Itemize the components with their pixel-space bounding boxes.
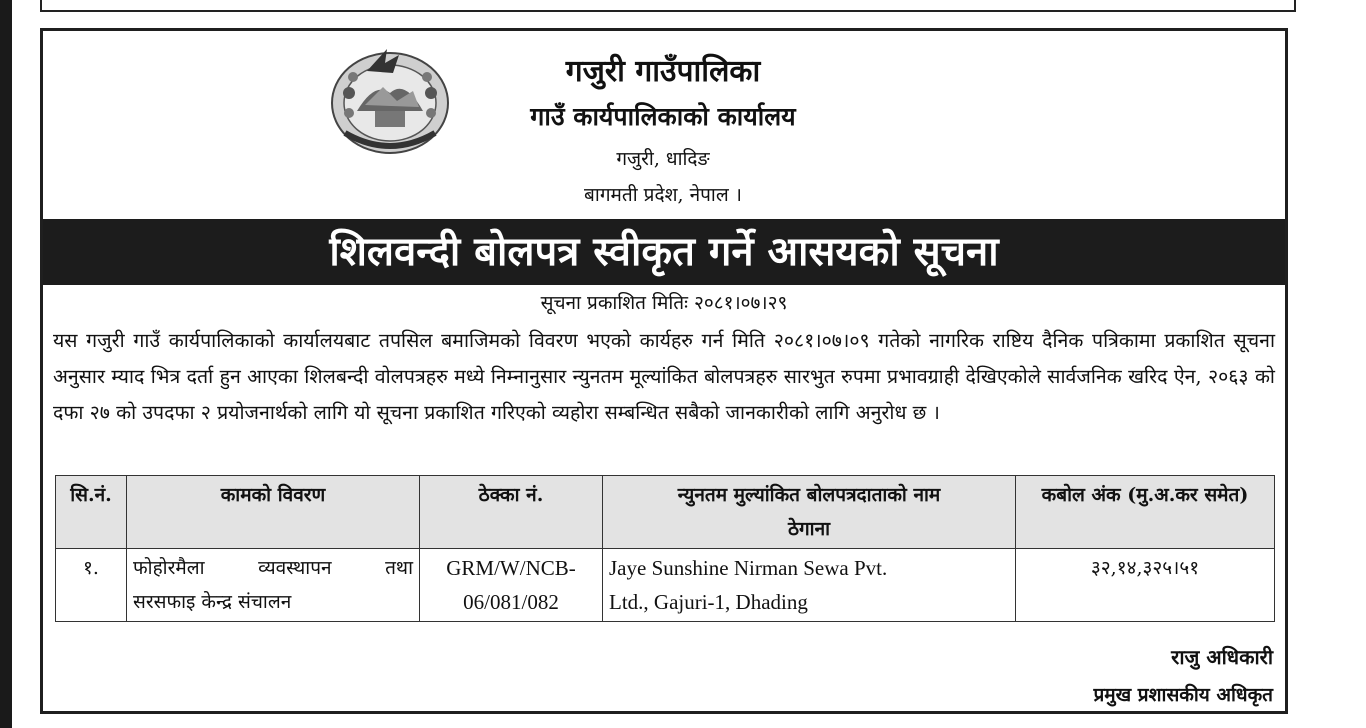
row-description xyxy=(127,549,420,622)
row-description-line1: फोहोरमैला व्यवस्थापन तथा xyxy=(133,557,413,579)
office-location: गजुरी, धादिङ xyxy=(616,148,710,170)
row-bidder-line1: Jaye Sunshine Nirman Sewa Pvt. xyxy=(609,556,888,580)
header-bidder-line1: न्युनतम मुल्यांकित बोलपत्रदाताको नाम xyxy=(677,484,941,506)
municipality-name: गजुरी गाउँपालिका xyxy=(565,54,761,89)
notice-title: शिलवन्दी बोलपत्र स्वीकृत गर्ने आसयको सूचना xyxy=(43,219,1285,285)
header-sn: सि.नं. xyxy=(56,476,127,549)
row-contract-line2: 06/081/082 xyxy=(463,590,559,614)
table-row xyxy=(56,549,1275,622)
signatory-name: राजु अधिकारी xyxy=(1171,645,1273,669)
office-name: गाउँ कार्यपालिकाको कार्यालय xyxy=(530,102,796,131)
previous-notice-frame xyxy=(40,0,1296,12)
table-header-row xyxy=(56,476,1275,549)
row-contract-line1: GRM/W/NCB- xyxy=(446,556,576,580)
row-contract-no xyxy=(420,549,603,622)
notice-body: यस गजुरी गाउँ कार्यपालिकाको कार्यालयबाट तपसिल बमाजिमको विवरण भएको कार्यहरु गर्न मिति २०८१।०७।०९ गतेको नागरिक राष्टिय दैनिक पत्रिकामा प्रकाशित सूचना अनुसार म्याद भित्र दर्ता हुन आएका शिलबन्दी वोलपत्रहरु मध्ये निम्नानुसार न्युनतम मूल्यांकित बोलपत्रहरु सारभुत रुपमा प्रभावग्राही देखिएकोले सार्वजनिक खरिद ऐन, २०६३ को दफा २७ को उपदफा २ प्रयोजनार्थको लागि यो सूचना प्रकाशित गरिएको व्यहोरा सम्बन्धित सबैको जानकारीको लागि अनुरोध छ । xyxy=(53,329,1275,424)
row-bidder-line2: Ltd., Gajuri-1, Dhading xyxy=(609,590,808,614)
row-bidder xyxy=(603,549,1016,622)
award-table xyxy=(55,475,1275,622)
header-contract-no: ठेक्का नं. xyxy=(420,476,603,549)
row-description-line2: सरसफाइ केन्द्र संचालन xyxy=(133,591,292,613)
left-border-bar xyxy=(0,0,12,728)
header-amount: कबोल अंक (मु.अ.कर समेत) xyxy=(1016,476,1275,549)
signatory-title: प्रमुख प्रशासकीय अधिकृत xyxy=(1093,684,1273,706)
notice-frame xyxy=(40,28,1288,714)
header-bidder xyxy=(603,476,1016,549)
publication-date: सूचना प्रकाशित मितिः २०८१।०७।२९ xyxy=(540,292,788,314)
header-description: कामको विवरण xyxy=(127,476,420,549)
header-bidder-line2: ठेगाना xyxy=(787,518,831,540)
row-sn: १. xyxy=(56,549,127,622)
row-amount: ३२,१४,३२५।५१ xyxy=(1016,549,1275,622)
office-province: बागमती प्रदेश, नेपाल । xyxy=(584,184,742,206)
